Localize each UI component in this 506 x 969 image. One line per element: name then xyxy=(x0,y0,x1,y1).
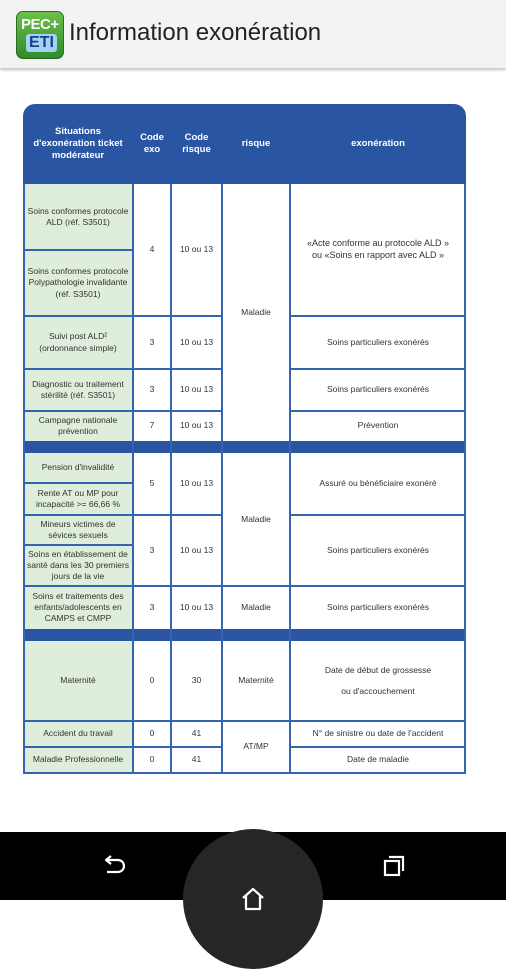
home-button[interactable] xyxy=(183,829,323,969)
exoneration-cell: N° de sinistre ou date de l'accident xyxy=(312,728,444,739)
navigation-bar xyxy=(0,832,506,900)
exoneration-cell: «Acte conforme au protocole ALD » ou «Soins en rapport avec ALD » xyxy=(306,238,450,260)
code-exo-cell: 4 xyxy=(149,244,155,255)
code-exo-cell: 3 xyxy=(149,544,155,555)
page-title: Information exonération xyxy=(69,19,322,46)
header-exoneration: exonération xyxy=(351,138,405,150)
grid-line xyxy=(23,315,222,317)
back-icon xyxy=(100,854,128,878)
situation-cell: Soins conformes protocole Polypathologie invalidante (réf. S3501) xyxy=(23,250,133,316)
grid-line xyxy=(289,184,291,774)
code-risque-cell: 41 xyxy=(191,728,202,739)
grid-line xyxy=(221,184,223,774)
exoneration-cell: Prévention xyxy=(357,420,399,431)
code-risque-cell: 10 ou 13 xyxy=(179,336,214,347)
recents-icon xyxy=(381,853,407,879)
grid-line xyxy=(23,184,25,774)
grid-line xyxy=(23,772,466,774)
grid-line xyxy=(23,514,222,516)
grid-line xyxy=(23,410,222,412)
grid-line xyxy=(23,746,222,748)
grid-line xyxy=(23,249,133,251)
situation-cell: Campagne nationale prévention xyxy=(23,411,133,441)
grid-line xyxy=(23,544,133,546)
code-exo-cell: 7 xyxy=(149,420,155,431)
risque-cell: Maternité xyxy=(238,675,274,686)
exoneration-cell: Date de maladie xyxy=(347,754,409,765)
exoneration-text: Date de début de grossesse xyxy=(324,664,432,675)
grid-line xyxy=(290,410,466,412)
risque-cell: Maladie xyxy=(241,306,271,317)
code-risque-cell: 10 ou 13 xyxy=(179,478,214,489)
situation-cell: Soins en établissement de santé dans les 30 premiers jours de la vie xyxy=(23,545,133,586)
header-code-exo: Code exo xyxy=(140,132,164,155)
code-exo-cell: 5 xyxy=(149,478,155,489)
situation-cell: Rente AT ou MP pour incapacité >= 66,66 % xyxy=(23,483,133,515)
situation-cell: Diagnostic ou traitement stérilité (réf. S3501) xyxy=(23,369,133,411)
exoneration-text: ou d'accouchement xyxy=(341,686,415,696)
exoneration-cell xyxy=(290,641,466,721)
exoneration-cell: Soins particuliers exonérés xyxy=(326,384,430,395)
code-exo-cell: 0 xyxy=(149,754,155,765)
section-separator xyxy=(23,441,466,453)
situation-cell: Pension d'invalidité xyxy=(23,453,133,483)
header-code-risque: Code risque xyxy=(182,132,211,155)
recents-button[interactable] xyxy=(362,842,426,890)
code-risque-cell: 10 ou 13 xyxy=(179,544,214,555)
situation-cell: Suivi post ALD² (ordonnance simple) xyxy=(23,316,133,369)
exoneration-cell: Soins particuliers exonérés xyxy=(326,544,430,555)
code-exo-cell: 3 xyxy=(149,336,155,347)
code-risque-cell: 30 xyxy=(191,675,202,686)
header-risque: risque xyxy=(241,138,271,150)
grid-line xyxy=(23,585,466,587)
situation-cell: Mineurs victimes de sévices sexuels xyxy=(23,515,133,545)
situation-cell: Soins et traitements des enfants/adolescents en CAMPS et CMPP xyxy=(23,586,133,629)
code-risque-cell: 10 ou 13 xyxy=(179,244,214,255)
section-separator xyxy=(23,629,466,641)
back-button[interactable] xyxy=(82,842,146,890)
situation-cell: Soins conformes protocole ALD (réf. S3501) xyxy=(23,184,133,250)
grid-line xyxy=(290,746,466,748)
code-risque-cell: 41 xyxy=(191,754,202,765)
risque-cell: Maladie xyxy=(241,601,271,612)
grid-line xyxy=(23,368,222,370)
app-bar xyxy=(0,0,506,68)
grid-line xyxy=(290,315,466,317)
grid-line xyxy=(290,514,466,516)
code-exo-cell: 0 xyxy=(149,728,155,739)
exoneration-table xyxy=(23,104,466,776)
code-risque-cell: 10 ou 13 xyxy=(179,601,214,612)
grid-line xyxy=(290,368,466,370)
grid-line xyxy=(132,184,134,774)
risque-cell: Maladie xyxy=(241,513,271,524)
grid-line xyxy=(23,482,133,484)
code-exo-cell: 3 xyxy=(149,601,155,612)
situation-cell: Maternité xyxy=(23,641,133,721)
header-situations: Situations d'exonération ticket modérateur xyxy=(33,126,123,161)
code-exo-cell: 3 xyxy=(149,384,155,395)
code-risque-cell: 10 ou 13 xyxy=(179,420,214,431)
situation-cell: Accident du travail xyxy=(23,721,133,747)
exoneration-cell: Assuré ou bénéficiaire exonéré xyxy=(319,478,437,489)
exoneration-cell: Soins particuliers exonérés xyxy=(326,601,430,612)
grid-line xyxy=(464,184,466,774)
app-logo xyxy=(16,11,64,59)
code-risque-cell: 10 ou 13 xyxy=(179,384,214,395)
risque-cell: AT/MP xyxy=(243,741,269,752)
exoneration-cell: Soins particuliers exonérés xyxy=(326,336,430,347)
code-exo-cell: 0 xyxy=(149,675,155,686)
logo-text-top: PEC+ xyxy=(21,16,59,33)
logo-text-bottom: ETI xyxy=(26,34,57,52)
situation-cell: Maladie Professionnelle xyxy=(23,747,133,773)
home-icon xyxy=(240,886,266,912)
grid-line xyxy=(170,184,172,774)
grid-line xyxy=(23,720,466,722)
